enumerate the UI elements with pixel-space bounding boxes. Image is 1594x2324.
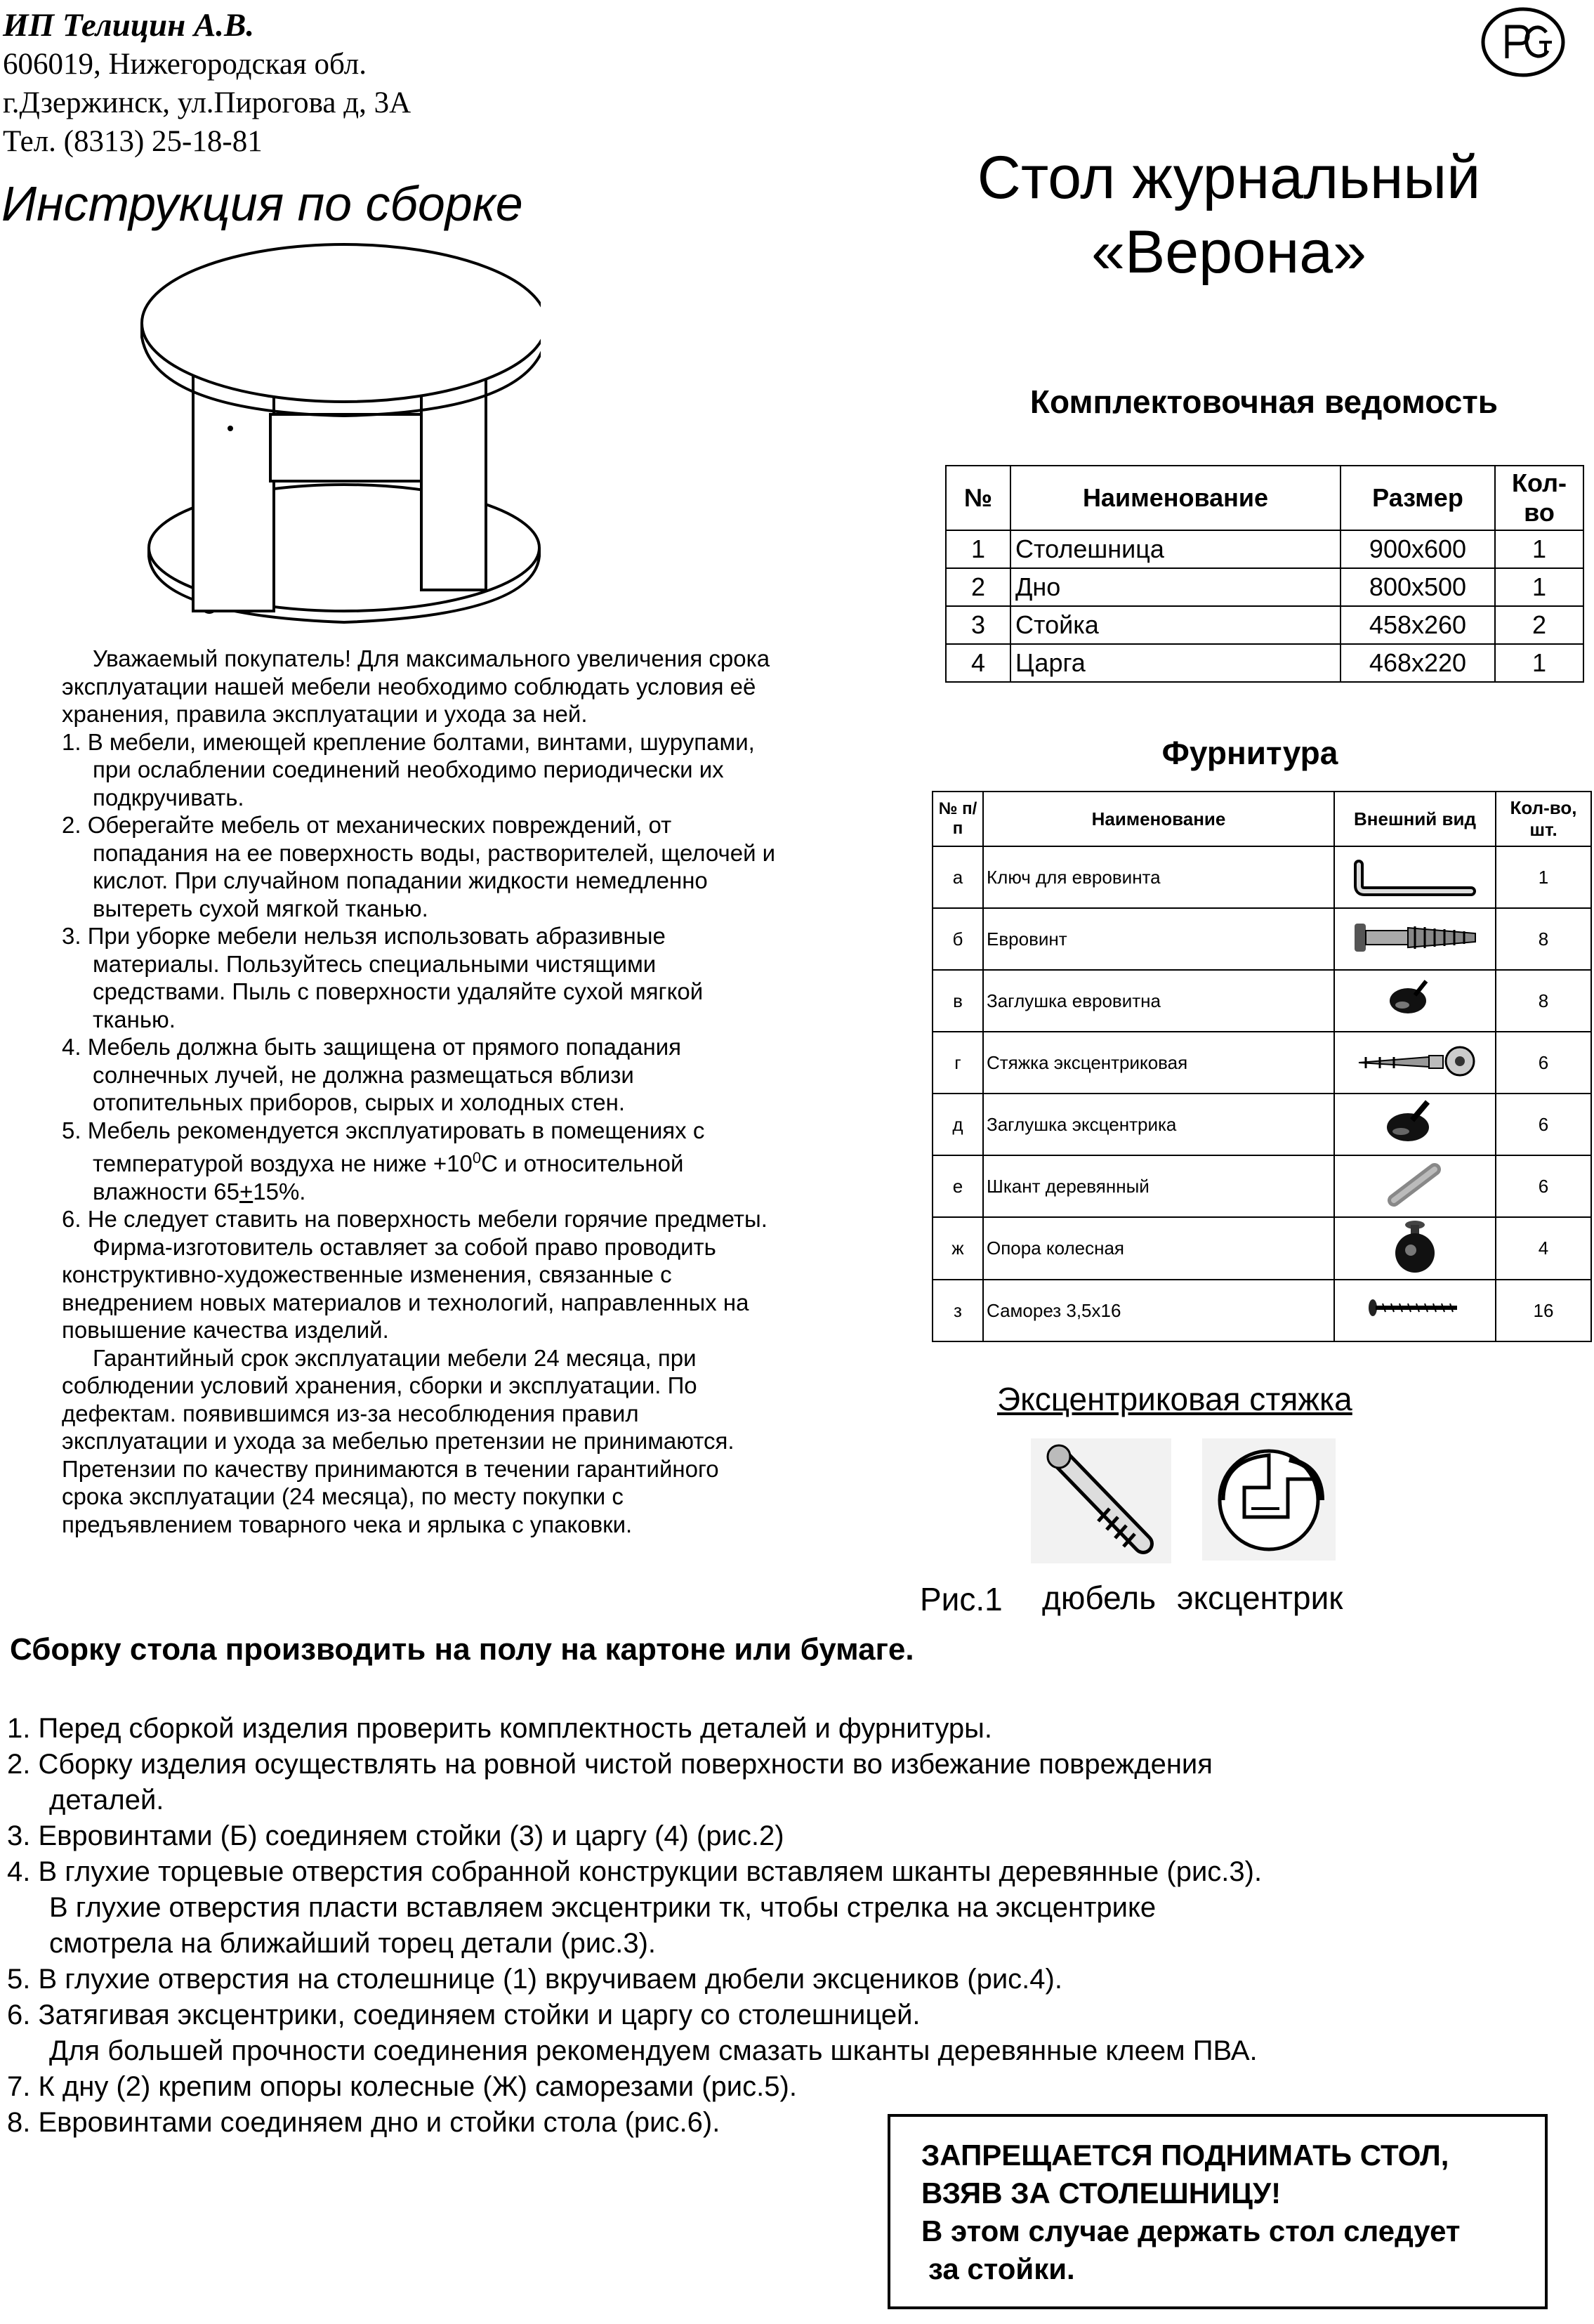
care-item-6: 6. Не следует ставить на поверхность мебели горячие предметы. xyxy=(62,1206,768,1232)
col-size: Размер xyxy=(1341,466,1495,530)
product-title-line-2: «Верона» xyxy=(1091,218,1366,286)
parts-header-row xyxy=(946,466,1583,530)
col-name: Наименование xyxy=(983,792,1334,846)
step-2: 2. Сборку изделия осуществлять на ровной чистой поверхности во избежание повреждения xyxy=(7,1749,1213,1780)
assembly-heading: Сборку стола производить на полу на картоне или бумаге. xyxy=(10,1632,914,1667)
company-info xyxy=(3,6,536,161)
col-qty: Кол-во, шт. xyxy=(1496,792,1591,846)
product-title-line-1: Стол журнальный xyxy=(977,144,1481,211)
hardware-title: Фурнитура xyxy=(1161,735,1338,771)
table-row: б Евровинт 8 xyxy=(933,908,1591,970)
step-5: 5. В глухие отверстия на столешнице (1) вкручиваем дюбели эксцеников (рис.4). xyxy=(7,1964,1062,1995)
table-row: е Шкант деревянный 6 xyxy=(933,1155,1591,1217)
eccentric-label: эксцентрик xyxy=(1177,1580,1343,1616)
dowel-illustration xyxy=(1031,1438,1171,1563)
warning-line-4: за стойки. xyxy=(928,2252,1075,2285)
company-name: ИП Телицин А.В. xyxy=(3,7,255,44)
step-4-cont-2: смотрела на ближайший торец детали (рис.3). xyxy=(49,1928,657,1959)
col-qty: Кол-во xyxy=(1495,466,1583,530)
table-row: 1 Столешница 900х600 1 xyxy=(946,530,1583,568)
caster-wheel-icon xyxy=(1345,1218,1485,1274)
address-line-2: г.Дзержинск, ул.Пирогова д, 3А xyxy=(3,86,411,119)
warning-box xyxy=(888,2114,1548,2309)
step-2-cont: деталей. xyxy=(49,1785,164,1816)
table-illustration xyxy=(140,239,541,632)
step-8: 8. Евровинтами соединяем дно и стойки стола (рис.6). xyxy=(7,2107,720,2138)
care-item-4: 4. Мебель должна быть защищена от прямого попадания солнечных лучей, не должна размещаться вблизи отопительных приборов, сырых и холодных стен. xyxy=(62,1034,682,1115)
warning-line-2: ВЗЯВ ЗА СТОЛЕШНИЦУ! xyxy=(921,2177,1282,2210)
table-row: 3 Стойка 458х260 2 xyxy=(946,606,1583,644)
table-row: в Заглушка евровитна 8 xyxy=(933,970,1591,1032)
dowel-label: дюбель xyxy=(1042,1580,1157,1616)
step-6: 6. Затягивая эксцентрики, соединяем стойки и царгу со столешницей. xyxy=(7,2000,921,2030)
screw-cap-icon xyxy=(1345,974,1485,1023)
care-intro: Уважаемый покупатель! Для максимального увеличения срока эксплуатации нашей мебели необходимо соблюдать условия её хранения, правила эксплуатации и ухода за ней. xyxy=(62,645,770,727)
self-tapping-screw-icon xyxy=(1345,1284,1485,1333)
euroscrew-icon xyxy=(1345,912,1485,961)
eccentric-illustration xyxy=(1202,1438,1336,1561)
col-number: № п/п xyxy=(933,792,983,846)
table-row: 2 Дно 800х500 1 xyxy=(946,568,1583,606)
doc-title: Инструкция по сборке xyxy=(1,176,523,231)
product-title xyxy=(913,140,1545,289)
care-item-3: 3. При уборке мебели нельзя использовать абразивные материалы. Пользуйтесь специальными чистящими средствами. Пыль с поверхности удаляйте сухой мягкой тканью. xyxy=(62,923,704,1032)
warning-line-1: ЗАПРЕЩАЕТСЯ ПОДНИМАТЬ СТОЛ, xyxy=(921,2139,1449,2172)
assembly-steps xyxy=(7,1711,1447,2141)
hex-key-icon xyxy=(1345,851,1485,900)
step-3: 3. Евровинтами (Б) соединяем стойки (3) и царгу (4) (рис.2) xyxy=(7,1820,784,1851)
table-row: ж Опора колесная 4 xyxy=(933,1217,1591,1280)
address-line-1: 606019, Нижегородская обл. xyxy=(3,48,367,81)
hardware-table xyxy=(932,791,1592,1342)
cam-lock-icon xyxy=(1345,1036,1485,1085)
hardware-header-row xyxy=(933,792,1591,846)
step-4: 4. В глухие торцевые отверстия собранной конструкции вставляем шканты деревянные (рис.3). xyxy=(7,1856,1263,1887)
parts-title: Комплектовочная ведомость xyxy=(1029,383,1499,420)
care-item-5: 5. Мебель рекомендуется эксплуатировать в помещениях с температурой воздуха не ниже $+10^0С$ и относительной влажности 65+15%. xyxy=(62,1117,705,1204)
col-name: Наименование xyxy=(1010,466,1341,530)
dowel-icon xyxy=(1345,1160,1485,1209)
care-item-1: 1. В мебели, имеющей крепление болтами, винтами, шурупами, при ослаблении соединений необходимо периодически их подкручивать. xyxy=(62,728,755,810)
step-4-cont-1: В глухие отверстия пласти вставляем эксцентрики тк, чтобы стрелка на эксцентрике xyxy=(49,1892,1157,1923)
table-row: д Заглушка эксцентрика 6 xyxy=(933,1094,1591,1155)
table-row: а Ключ для евровинта 1 xyxy=(933,846,1591,908)
step-6-cont: Для большей прочности соединения рекомендуем смазать шканты деревянные клеем ПВА. xyxy=(49,2035,1258,2066)
step-1: 1. Перед сборкой изделия проверить комплектность деталей и фурнитуры. xyxy=(7,1713,992,1744)
table-row: г Стяжка эксцентриковая 6 xyxy=(933,1032,1591,1094)
fig-1-caption: Рис.1 xyxy=(920,1581,1003,1617)
warning-line-3: В этом случае держать стол следует xyxy=(921,2214,1461,2247)
cam-cap-icon xyxy=(1345,1098,1485,1147)
certification-mark xyxy=(1479,6,1567,79)
care-warranty: Гарантийный срок эксплуатации мебели 24 месяца, при соблюдении условий хранения, сборки и эксплуатации. По дефектам. появившимся из-за несоблюдения правил эксплуатации и ухода за мебелью претензии не принимаются. Претензии по качеству принимаются в течении гарантийного срока эксплуатации (24 месяца), по месту покупки с предъявлением товарного чека и ярлыка с упаковки. xyxy=(62,1344,735,1537)
table-row: з Саморез 3,5х16 16 xyxy=(933,1280,1591,1341)
col-number: № xyxy=(946,466,1010,530)
care-item-2: 2. Оберегайте мебель от механических повреждений, от попадания на ее поверхность воды, растворителей, щелочей и кислот. При случайном попадании жидкости немедленно вытереть сухой мягкой тканью. xyxy=(62,812,776,921)
table-row: 4 Царга 468х220 1 xyxy=(946,644,1583,682)
step-7: 7. К дну (2) крепим опоры колесные (Ж) саморезами (рис.5). xyxy=(7,2071,797,2102)
cam-title: Эксцентриковая стяжка xyxy=(997,1381,1352,1417)
col-appearance: Внешний вид xyxy=(1334,792,1496,846)
phone: Тел. (8313) 25-18-81 xyxy=(3,125,263,158)
parts-table xyxy=(945,465,1584,683)
care-rights: Фирма-изготовитель оставляет за собой право проводить конструктивно-художественные изменения, связанные с внедрением новых материалов и технологий, направленных на повышение качества изделий. xyxy=(62,1233,749,1343)
care-instructions xyxy=(62,645,777,1538)
